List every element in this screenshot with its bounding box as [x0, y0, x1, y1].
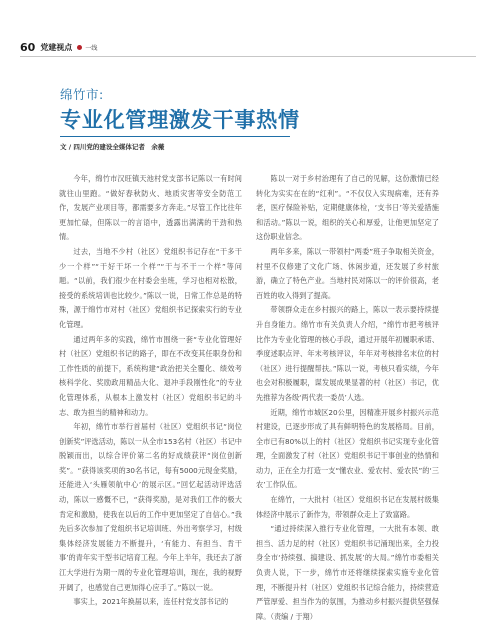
header-bar	[20, 40, 97, 54]
paragraph: 事实上，2021年换届以来，连任村党支部书记的	[73, 597, 229, 607]
paragraph: 今年，绵竹市汉旺镇天池村党支部书记陈以一有时间就往山里跑。“做好春秋防火、地质灾害等安全防范工作，发展产业项目等，都需要多方奔走。”尽管工作比往年更加忙碌，但陈以一的言语中，透露出满满的干劲和热情。	[59, 174, 242, 242]
paragraph: 近期，绵竹市城区20公里，因精准开展乡村振兴示范村建设，已逐步形成了具有鲜明特色的发展格局。目前，全市已有80%以上的村（社区）党组织书记实现专业化管理，全面激发了村（社区）党组织书记干事创业的热情和动力，正在全力打造一支“懂农业、爱农村、爱农民”的‘三农’工作队伍。	[256, 407, 439, 490]
paragraph: 陈以一对于乡村治理有了自己的见解，这份激情已经转化为实实在在的“红利”。“不仅仅入实现病难，还有养老，医疗保险补贴，定期健康体检，‘支书日’等关爱措施和活动。”陈以一说，组织的关心和厚爱，让他更加坚定了这份职业信念。	[256, 174, 439, 242]
section-sub: 一线	[85, 44, 98, 52]
article-column-right	[256, 172, 439, 624]
title-divider	[60, 136, 290, 137]
header-divider	[20, 56, 476, 57]
paragraph: 带领群众走在乡村振兴的路上，陈以一表示要持续提升自身能力。绵竹市有关负责人介绍，“绵竹市把考核评比作为专业化管理的核心手段，通过开展年初履职承诺、季度述职点评、年末考核评议，年年对考核排名末位的村（社区）进行提醒帮扶。”陈以一说，考核只看实绩，今年也会对积极履职，谋发展成果显著的村（社区）书记，优先推荐为各级‘两代表一委员’人选。	[256, 305, 439, 402]
section-name: 党建视点	[40, 42, 73, 52]
article-title: 专业化管理激发干事热情	[60, 108, 300, 132]
paragraph: 过去，当地不少村（社区）党组织书记存在“干多干少一个样”“干好干坏一个样”“干与不干一个样”等问题。“以前，我们很少在村委会坐班，学习也相对松散，接受的系统培训也比较少。”陈以一说，日常工作总是的特殊，源于绵竹市对村（社区）党组织书记探索实行的专业化管理。	[59, 246, 242, 329]
article-kicker: 绵竹市:	[60, 87, 104, 102]
article-byline: 文 / 四川党的建设全媒体记者 余薇	[60, 143, 165, 151]
section-dot-icon	[77, 45, 82, 50]
paragraph: “通过持续深入推行专业化管理，一大批有本领、敢担当、活力足的村（社区）党组织书记涌现出来，全力投身全市‘持续强、搞建设、抓发展’的大局。”绵竹市委相关负责人说，下一步，绵竹市还将继续探索实施专业化管理，不断提升村（社区）党组织书记综合能力，持续营造严管厚爱、担当作为的氛围，为推动乡村振兴提供坚强保障。（责编 / 于翔）	[256, 524, 439, 621]
paragraph: 两年多来，陈以一带领村“两委”班子争取相关资金，村里不仅修建了文化广场、休闲步道，还发展了乡村旅游，确立了特色产业。当地村民对陈以一的评价很高，老百姓的收入得到了提高。	[256, 246, 439, 300]
article-column-left	[59, 172, 242, 610]
page-number: 60	[20, 40, 36, 54]
paragraph: 年初，绵竹市举行首届村（社区）党组织书记“岗位创新奖”评选活动，陈以一从全市153名村（社区）书记中脱颖而出，以综合评价第二名的好成绩获评“岗位创新奖”。“获得该奖项的30名书记，每有5000元现金奖励，还能进入‘头雁领航中心’的展示区。”回忆起活动评选活动，陈以一感慨不已，“获得奖励，是对我们工作的极大肯定和激励，使我在以后的工作中更加坚定了自信心。”我先后多次参加了党组织书记培训班、外出考察学习，村级集体经济发展能力不断提升，‘有能力、有担当、肯干事’的青年实干型书记培育工程。今年上半年，我还去了浙江大学进行为期一周的专业化管理培训，现在，我的视野开阔了，也感觉自己更加得心应手了。”陈以一说。	[59, 422, 242, 592]
paragraph: 通过两年多的实践，绵竹市围绕一套“专业化管理好村（社区）党组织书记的路子，即在不改变其任职身份和工作性质的前提下，系统构建“政治把关全覆化、绩效考核科学化、奖励政用精品大化、退冲手段刚性化”的专业化管理体系，从根本上激发村（社区）党组织书记的斗志、敢为担当的精神和动力。	[59, 334, 242, 417]
paragraph: 在绵竹，一大批村（社区）党组织书记在发展村级集体经济中展示了新作为，带领群众走上了致富路。	[256, 495, 439, 519]
